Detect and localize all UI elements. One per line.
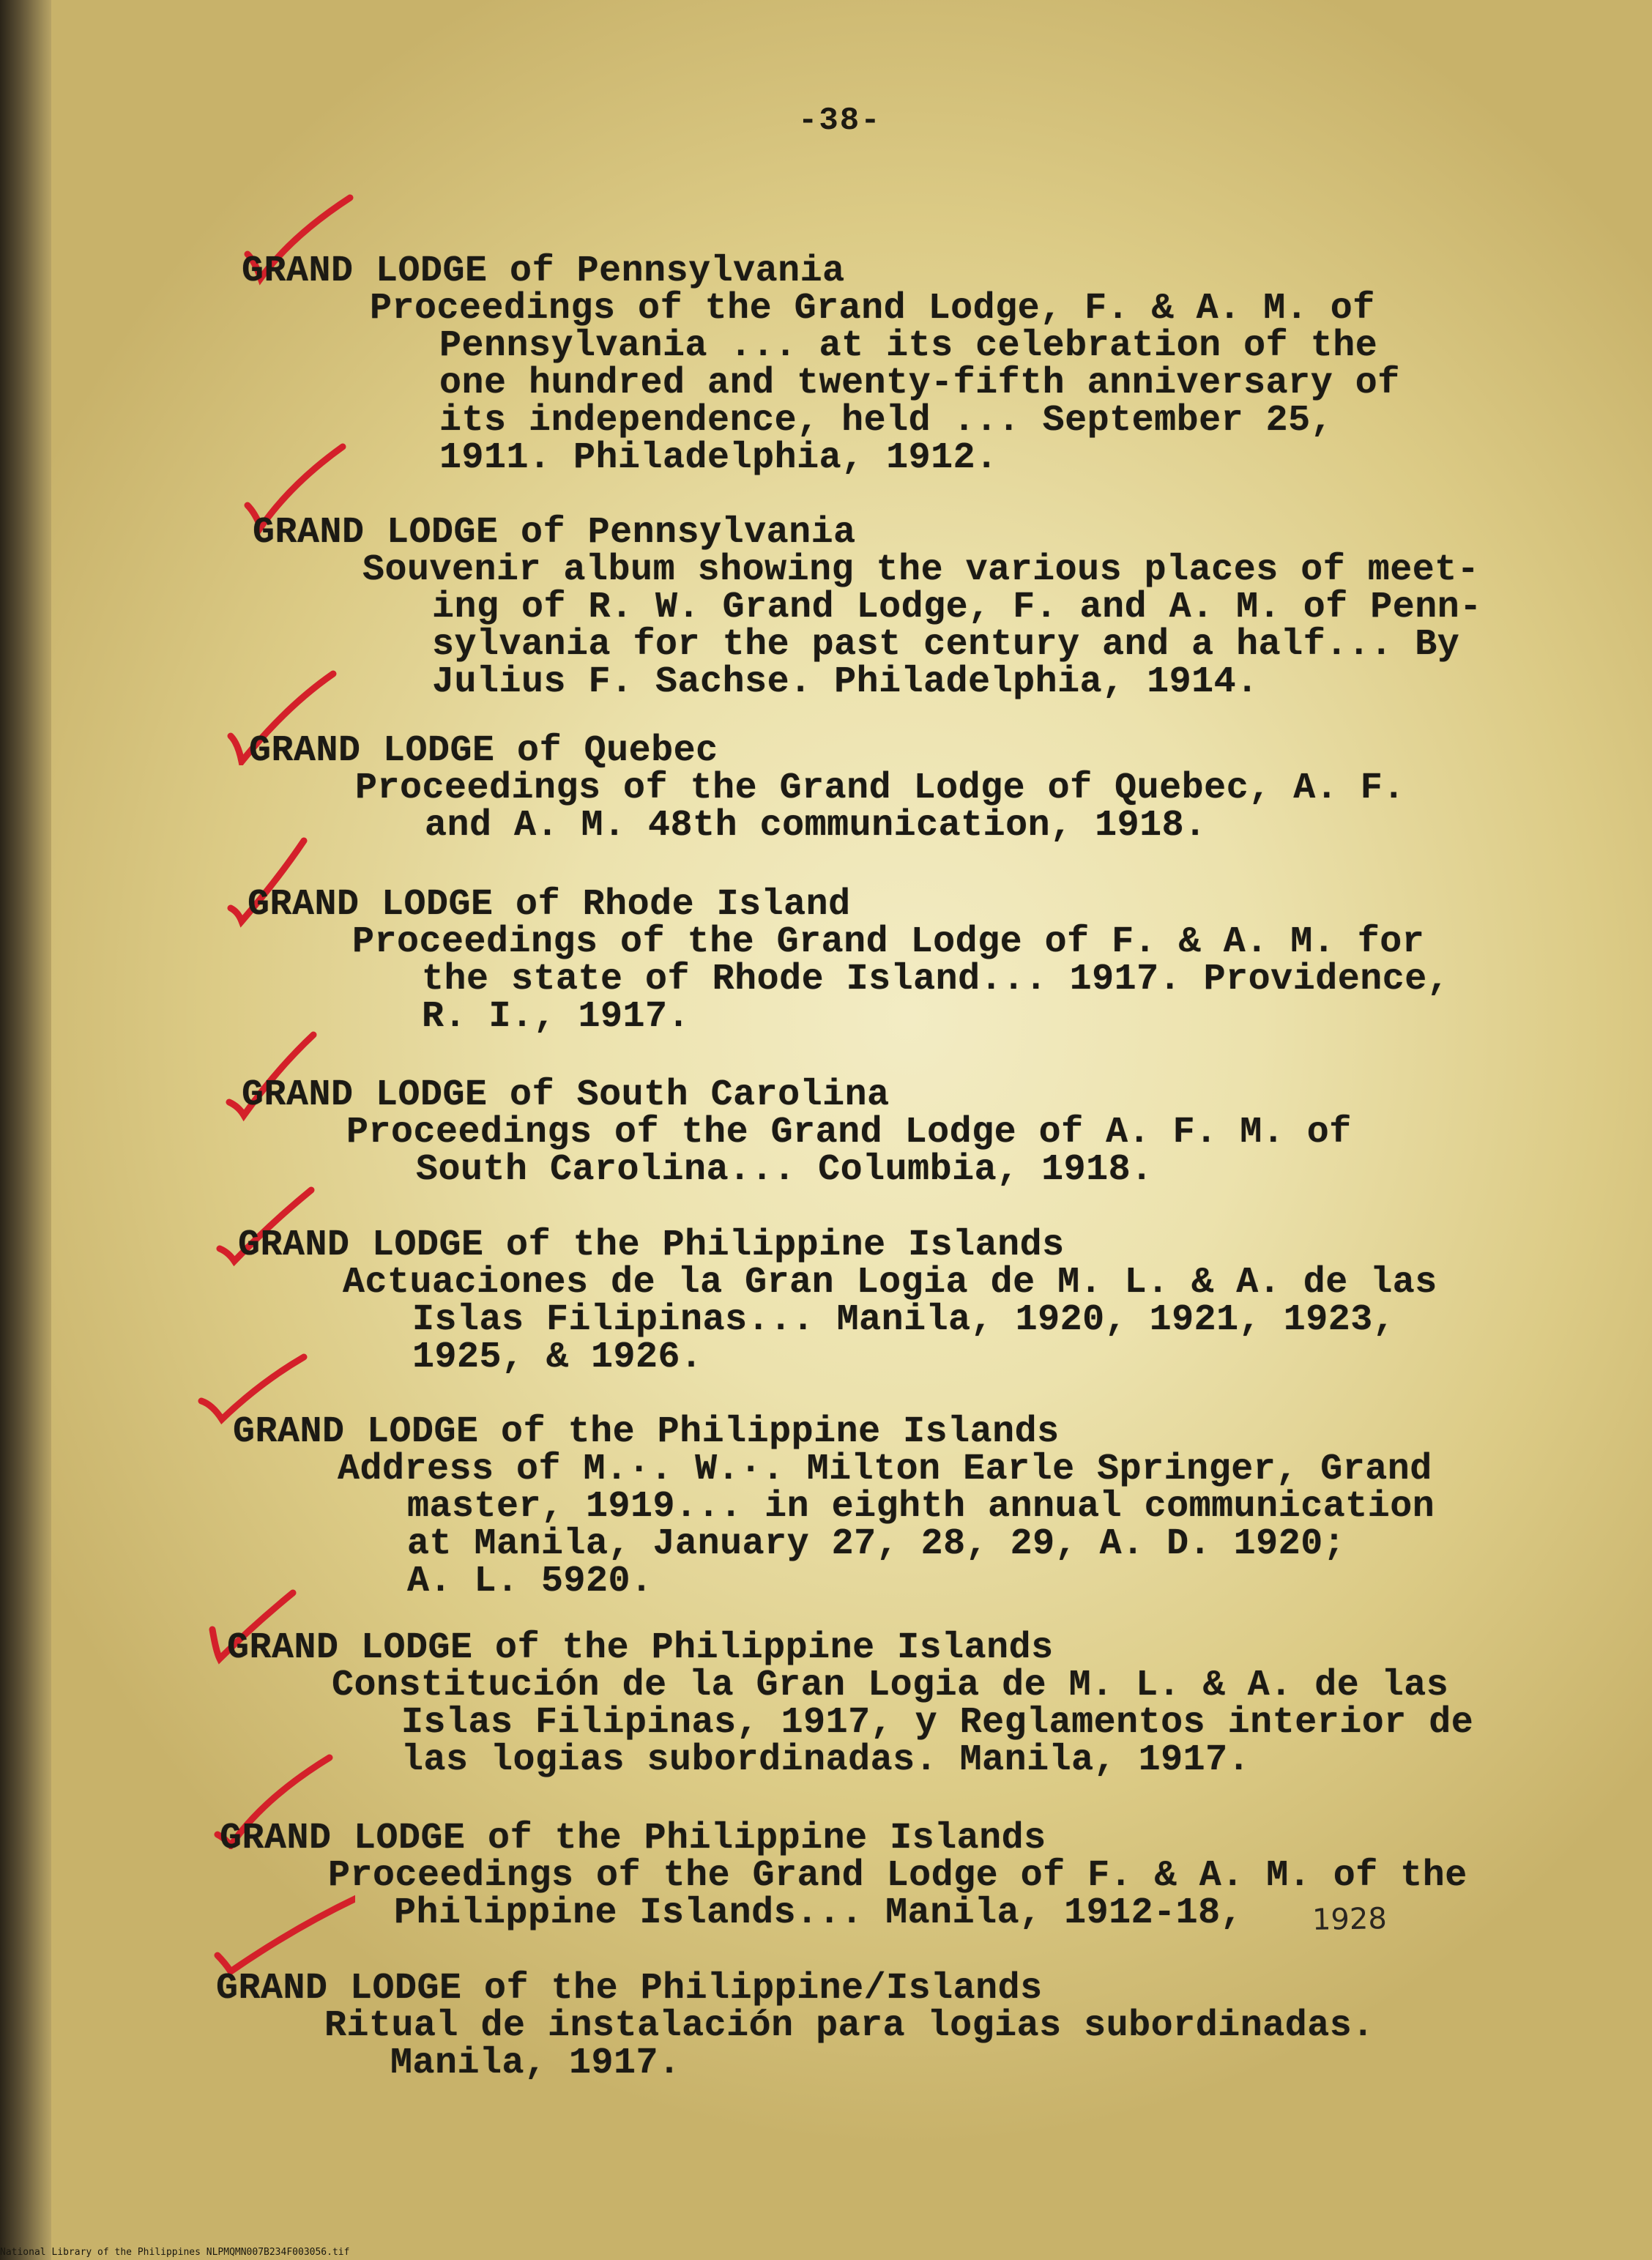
entry-heading: GRAND LODGE of the Philippine Islands — [220, 1818, 1046, 1859]
catalog-entry — [242, 1074, 1352, 1191]
entry-description-line: A. L. 5920. — [407, 1561, 653, 1602]
handwritten-year-note: 1928 — [1311, 1902, 1388, 1937]
entry-description-line: Address of M.·. W.·. Milton Earle Springer, Grand — [338, 1449, 1432, 1490]
entry-description-line: master, 1919... in eighth annual communication — [407, 1486, 1435, 1528]
entry-description-line: one hundred and twenty-fifth anniversary of — [439, 363, 1400, 404]
entry-description-line: Manila, 1917. — [390, 2042, 681, 2084]
entry-description-line: South Carolina... Columbia, 1918. — [416, 1149, 1153, 1191]
entry-heading: GRAND LODGE of the Philippine/Islands — [216, 1968, 1043, 2010]
catalog-entry — [253, 514, 1482, 701]
entry-description-line: the state of Rhode Island... 1917. Providence, — [422, 959, 1450, 1000]
entry-description-line: Philippine Islands... Manila, 1912-18, — [394, 1892, 1243, 1934]
catalog-entry — [249, 730, 1405, 847]
entry-heading: GRAND LODGE of South Carolina — [242, 1074, 890, 1116]
entry-description-line: Proceedings of the Grand Lodge of A. F. M. of — [346, 1112, 1352, 1153]
entry-description-line: Julius F. Sachse. Philadelphia, 1914. — [432, 661, 1259, 703]
entry-description-line: Actuaciones de la Gran Logia de M. L. & A. de las — [343, 1262, 1437, 1304]
catalog-entry — [227, 1629, 1473, 1779]
entry-heading: GRAND LODGE of Pennsylvania — [242, 250, 845, 292]
entry-description-line: Proceedings of the Grand Lodge of Quebec, A. F. — [355, 767, 1405, 809]
scan-footer-label: National Library of the Philippines NLPMQMN007B234F003056.tif — [0, 2247, 350, 2258]
entry-description-line: Pennsylvania ... at its celebration of the — [439, 325, 1378, 367]
entry-description-line: Ritual de instalación para logias subordinadas. — [324, 2005, 1374, 2047]
entry-description-line: R. I., 1917. — [422, 996, 691, 1038]
entry-description-line: at Manila, January 27, 28, 29, A. D. 1920; — [407, 1523, 1346, 1565]
entry-heading: GRAND LODGE of Rhode Island — [248, 884, 851, 926]
entry-description-line: Constitución de la Gran Logia de M. L. & A. de las — [332, 1665, 1449, 1706]
entry-description-line: its independence, held ... September 25, — [439, 400, 1333, 442]
catalog-entry — [248, 886, 1449, 1036]
entry-description-line: Islas Filipinas, 1917, y Reglamentos interior de — [401, 1702, 1474, 1744]
entry-description-line: Proceedings of the Grand Lodge of F. & A. M. of the — [328, 1855, 1467, 1897]
entry-heading: GRAND LODGE of the Philippine Islands — [227, 1627, 1054, 1669]
catalog-entry — [233, 1413, 1435, 1600]
entry-description-line: Proceedings of the Grand Lodge, F. & A. M. of — [370, 288, 1375, 330]
entry-description-line: las logias subordinadas. Manila, 1917. — [401, 1739, 1251, 1781]
catalog-entry — [242, 250, 1400, 479]
entry-description-line: sylvania for the past century and a half... By — [432, 624, 1460, 666]
entry-description-line: Souvenir album showing the various places of meet- — [362, 549, 1480, 591]
entry-heading: GRAND LODGE of the Philippine Islands — [238, 1224, 1065, 1266]
catalog-entry — [216, 1970, 1374, 2082]
catalog-entry — [238, 1224, 1437, 1378]
entry-description-line: and A. M. 48th communication, 1918. — [425, 805, 1207, 847]
entry-heading: GRAND LODGE of Pennsylvania — [253, 512, 856, 554]
entry-description-line: Proceedings of the Grand Lodge of F. & A. M. for — [352, 921, 1425, 963]
entry-heading: GRAND LODGE of Quebec — [249, 730, 718, 772]
catalog-entry — [220, 1820, 1467, 1932]
entry-description-line: 1911. Philadelphia, 1912. — [439, 437, 998, 479]
entry-heading: GRAND LODGE of the Philippine Islands — [233, 1411, 1060, 1453]
entry-description-line: ing of R. W. Grand Lodge, F. and A. M. of Penn- — [432, 587, 1482, 628]
entry-description-line: Islas Filipinas... Manila, 1920, 1921, 1923, — [412, 1299, 1396, 1341]
entry-description-line: 1925, & 1926. — [412, 1337, 703, 1378]
page-number: -38- — [798, 103, 882, 139]
